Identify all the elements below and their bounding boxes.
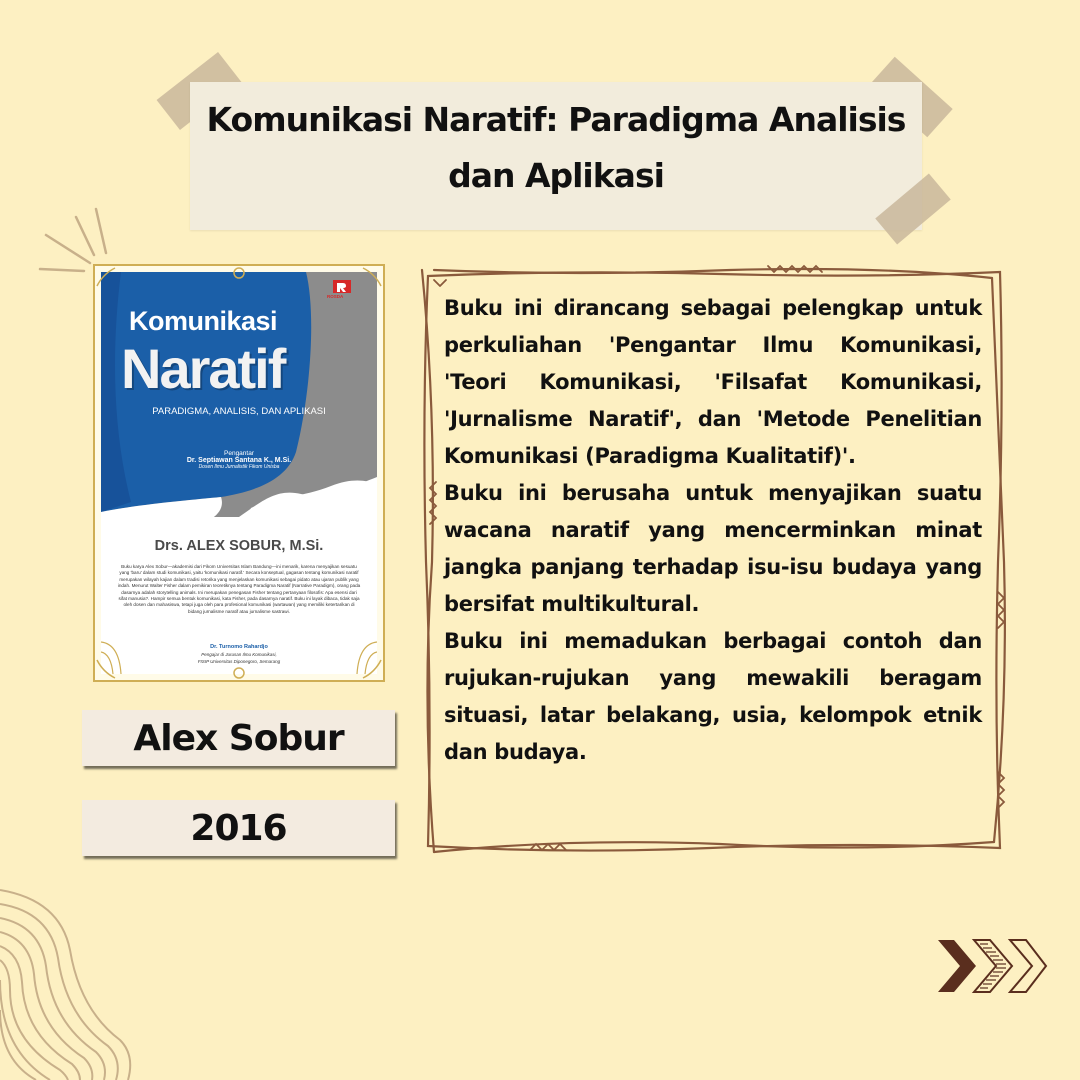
cover-title-top: Komunikasi [129,306,278,336]
cover-blurb: Buku karya Alex Sobur—akademisi dari Fikom Universitas Islam Bandung—ini menarik, karena menyajikan sesuatu yang 'baru' dalam studi komunikasi, yaitu 'komunikasi naratif.' Secara konseptual, gagasan tentang komunikasi naratif merupakan wilayah kajian dalam tradisi retorika yang menjelaskan komunikasi sebagai pidato atau ujaran publik yang indah. Menurut Walter Fisher dalam pemikiran teoretiknya tentang Paradigma Naratif (Narrative Paradigm), orang pada dasarnya adalah storytelling animals. Ini merupakan penegasan Fisher tentang pertanyaan filosofis: Apa esensi dari sifat manusia?. Hampir semua bentuk komunikasi, kata Fisher, pada dasarnya naratif. Buku ini layak dibaca, tidak saja oleh dosen dan mahasiswa, tetapi juga oleh para profesional komunikasi (wartawan) yang memiliki ketertarikan di bidang jurnalisme naratif atau jurnalisme sastrawi. [117,564,361,614]
page-title-line1: Komunikasi Naratif: Paradigma Analisis [206,100,906,139]
description-text [444,290,982,771]
author-label: Alex Sobur [82,710,395,766]
cover-title-main: Naratif [121,337,285,400]
page-title [200,92,912,204]
year-label: 2016 [82,800,395,856]
wavy-lines-decoration [0,880,150,1080]
cover-author: Drs. ALEX SOBUR, M.Si. [154,538,324,554]
page-title-line2: dan Aplikasi [448,156,664,195]
cover-frame-ornament-icon [93,264,385,682]
cover-intro-label: Pengantar [224,450,254,457]
cover-endorser-role1: Pengajar di Jurusan Ilmu Komunikasi, [201,652,277,657]
cover-endorser-role2: FISIP Universitas Diponegoro, Semarang [197,659,281,664]
cover-endorser-name: Dr. Turnomo Rahardjo [210,644,268,650]
triple-chevron-right-icon[interactable] [936,936,1048,996]
cover-intro-name: Dr. Septiawan Santana K., M.Si. [186,457,292,464]
cover-subtitle: PARADIGMA, ANALISIS, DAN APLIKASI [152,406,326,417]
cover-intro-role: Dosen Ilmu Jurnalistik Fikom Unisba [198,464,280,470]
description-paragraph-1: Buku ini dirancang sebagai pelengkap untuk perkuliahan 'Pengantar Ilmu Komunikasi, 'Teori Komunikasi, 'Filsafat Komunikasi, 'Jurnalisme Naratif', dan 'Metode Penelitian Komunikasi (Paradigma Kualitatif)'. [444,296,982,468]
description-paragraph-2: Buku ini berusaha untuk menyajikan suatu wacana naratif yang mencerminkan minat jangka panjang terhadap isu-isu budaya yang bersifat multikultural. [444,481,982,616]
publisher-name: ROSDA [327,294,344,299]
description-paragraph-3: Buku ini memadukan berbagai contoh dan rujukan-rujukan yang mewakili beragam situasi, latar belakang, usia, kelompok etnik dan budaya. [444,629,982,764]
